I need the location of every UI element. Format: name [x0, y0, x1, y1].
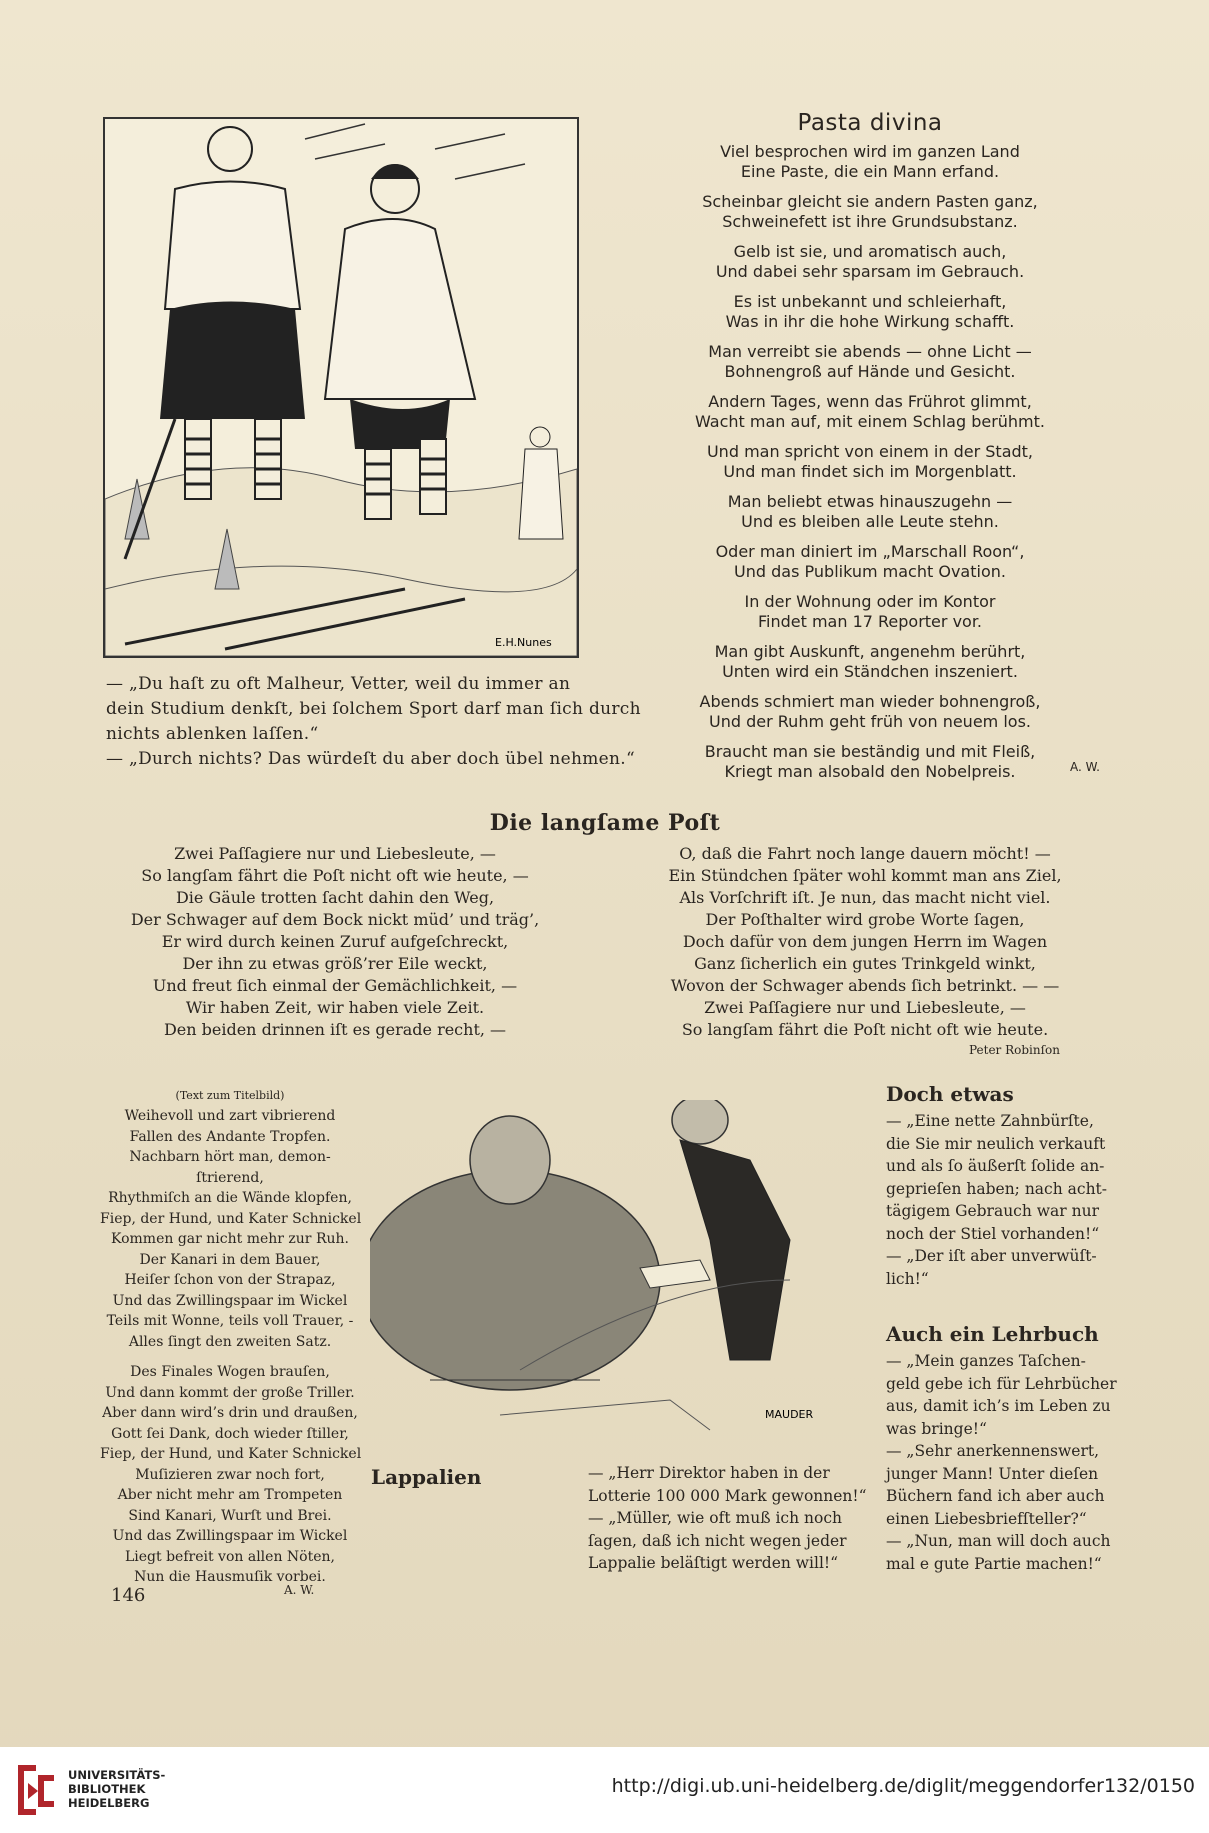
post-left-column — [130, 843, 540, 1041]
skiers-illustration — [103, 117, 579, 658]
post-line: Ein Stündchen ſpäter wohl kommt man ans Ziel, — [668, 866, 1062, 885]
stanza: Des Finales Wogen brauſen, Und dann kommt der große Triller. Aber dann wird’s drin und draußen, Gott ſei Dank, doch wieder ſtiller, Fiep, der Hund, und Kater Schnickel Muſizieren zwar noch fort, Aber nicht mehr am Trompeten Sind Kanari, Wurſt und Brei. Und das Zwillingspaar im Wickel Liegt befreit von allen Nöten, Nun die Hausmuſik vorbei. — [100, 1364, 362, 1585]
post-line: O, daß die Fahrt noch lange dauern möcht! — — [679, 844, 1051, 863]
stanza: Man verreibt sie abends — ohne Licht — Bohnengroß auf Hände und Gesicht. — [708, 342, 1032, 381]
skiers-drawing — [105, 119, 577, 656]
post-line: Und freut ſich einmal der Gemächlichkeit, — — [152, 976, 518, 995]
stanza: Man gibt Auskunft, angenehm berührt, Unten wird ein Ständchen inszeniert. — [714, 642, 1026, 681]
side-poem-author: A. W. — [284, 1583, 315, 1597]
title-image-poem — [100, 1088, 360, 1588]
post-author: Peter Robinſon — [968, 1043, 1060, 1057]
lappalien-illustration — [370, 1100, 850, 1440]
stanza: Scheinbar gleicht sie andern Pasten ganz, Schweinefett ist ihre Grundsubstanz. — [702, 192, 1038, 231]
joke-title: Auch ein Lehrbuch — [886, 1322, 1099, 1346]
caption-line: — „Durch nichts? Das würdeſt du aber doch übel nehmen.“ — [106, 749, 635, 769]
post-line: Die Gäule trotten ſacht dahin den Weg, — [175, 888, 495, 907]
skiers-caption — [106, 672, 641, 772]
post-line: Als Vorſchrift iſt. Je nun, das macht nicht viel. — [679, 888, 1051, 907]
post-line: Doch dafür von dem jungen Herrn im Wagen — [682, 932, 1048, 951]
post-line: So langſam fährt die Poſt nicht oft wie heute, — — [141, 866, 529, 885]
post-line: Der ihn zu etwas größ’rer Eile weckt, — [182, 954, 488, 973]
joke-title: Doch etwas — [886, 1082, 1014, 1106]
post-line: Wir haben Zeit, wir haben viele Zeit. — [185, 998, 485, 1017]
library-name: UNIVERSITÄTS- BIBLIOTHEK HEIDELBERG — [68, 1768, 166, 1810]
stanza: Oder man diniert im „Marschall Roon“, Und das Publikum macht Ovation. — [715, 542, 1025, 581]
lappalien-drawing — [370, 1100, 850, 1440]
poem-title: Pasta divina — [797, 110, 943, 136]
post-line: Ganz ſicherlich ein gutes Trinkgeld winkt, — [694, 954, 1036, 973]
doch-etwas-joke: Doch etwas — „Eine nette Zahnbürſte, die Sie mir neulich verkauft und als ſo äußerſt ſolide an- geprieſen haben; nach acht- tägigem Gebrauch war nur noch der Stiel vorhanden!“ — „Der iſt aber unverwüſt- lich!“ — [886, 1082, 1126, 1290]
joke-line: — „Herr Direktor haben in der — [588, 1464, 830, 1482]
stanza: Viel besprochen wird im ganzen Land Eine Paste, die ein Mann erfand. — [720, 142, 1020, 181]
caption-line: dein Studium denkſt, bei ſolchem Sport darf man ſich durch — [106, 699, 641, 719]
footer-bar — [0, 1747, 1209, 1833]
caption-line: — „Du haſt zu oft Malheur, Vetter, weil du immer an — [106, 674, 571, 694]
source-url-link[interactable]: http://digi.ub.uni-heidelberg.de/diglit/meggendorfer132/0150 — [611, 1775, 1195, 1797]
post-line: Zwei Paſſagiere nur und Liebesleute, — — [704, 998, 1026, 1017]
joke-line: — „Müller, wie oft muß ich noch — [588, 1509, 842, 1527]
stanza: Man beliebt etwas hinauszugehn — Und es bleiben alle Leute stehn. — [727, 492, 1013, 531]
library-logo-icon — [12, 1761, 60, 1819]
post-line: So langſam fährt die Poſt nicht oft wie heute. — [681, 1020, 1049, 1039]
stanza: Weihevoll und zart vibrierend Fallen des Andante Tropfen. Nachbarn hört man, demon- ſtrierend, Rhythmiſch an die Wände klopfen, Fiep, der Hund, und Kater Schnickel Kommen gar nicht mehr zur Ruh. Der Kanari in dem Bauer, Heiſer ſchon von der Strapaz, Und das Zwillingspaar im Wickel Teils mit Wonne, teils voll Trauer, - Alles ſingt den zweiten Satz. — [100, 1108, 362, 1350]
lappalien-text — [588, 1462, 867, 1575]
illustration-signature: MAUDER — [765, 1408, 814, 1421]
post-right-column — [660, 843, 1070, 1041]
joke-line: ſagen, daß ich nicht wegen jeder — [588, 1531, 847, 1550]
lappalien-title: Lappalien — [371, 1465, 482, 1489]
post-line: Wovon der Schwager abends ſich betrinkt. — — — [670, 976, 1060, 995]
post-line: Zwei Paſſagiere nur und Liebesleute, — — [174, 844, 496, 863]
joke-line: Lotterie 100 000 Mark gewonnen!“ — [588, 1486, 867, 1505]
post-line: Er wird durch keinen Zuruf aufgeſchreckt, — [161, 932, 509, 951]
stanza: Andern Tages, wenn das Frührot glimmt, Wacht man auf, mit einem Schlag berühmt. — [695, 392, 1045, 431]
side-poem-heading: (Text zum Titelbild) — [175, 1089, 285, 1102]
pasta-author: A. W. — [1070, 760, 1100, 774]
post-line: Der Poſthalter wird grobe Worte ſagen, — [705, 910, 1025, 929]
stanza: Braucht man sie beständig und mit Fleiß, Kriegt man alsobald den Nobelpreis. — [704, 742, 1036, 781]
stanza: Und man spricht von einem in der Stadt, Und man findet sich im Morgenblatt. — [706, 442, 1034, 481]
stanza: Abends schmiert man wieder bohnengroß, Und der Ruhm geht früh von neuem los. — [699, 692, 1041, 731]
stanza: In der Wohnung oder im Kontor Findet man 17 Reporter vor. — [744, 592, 996, 631]
pasta-divina-poem — [650, 110, 1090, 792]
post-line: Den beiden drinnen iſt es gerade recht, — — [163, 1020, 507, 1039]
post-title: Die langſame Poſt — [489, 810, 721, 836]
page-number: 146 — [111, 1585, 146, 1606]
caption-line: nichts ablenken laſſen.“ — [106, 724, 319, 744]
stanza: Gelb ist sie, und aromatisch auch, Und dabei sehr sparsam im Gebrauch. — [715, 242, 1025, 281]
illustration-signature: E.H.Nunes — [495, 636, 552, 649]
post-line: Der Schwager auf dem Bock nickt müd’ und träg’, — [130, 910, 540, 929]
joke-line: Lappalie beläſtigt werden will!“ — [588, 1554, 839, 1572]
stanza: Es ist unbekannt und schleierhaft, Was in ihr die hohe Wirkung schafft. — [725, 292, 1015, 331]
lehrbuch-joke: Auch ein Lehrbuch — „Mein ganzes Taſchen- geld gebe ich für Lehrbücher aus, damit ich’s im Leben zu was bringe!“ — „Sehr anerkennenswert, junger Mann! Unter dieſen Büchern fand ich aber auch einen Liebesbriefſteller?“ — „Nun, man will doch auch mal e gute Partie machen!“ — [886, 1322, 1126, 1575]
